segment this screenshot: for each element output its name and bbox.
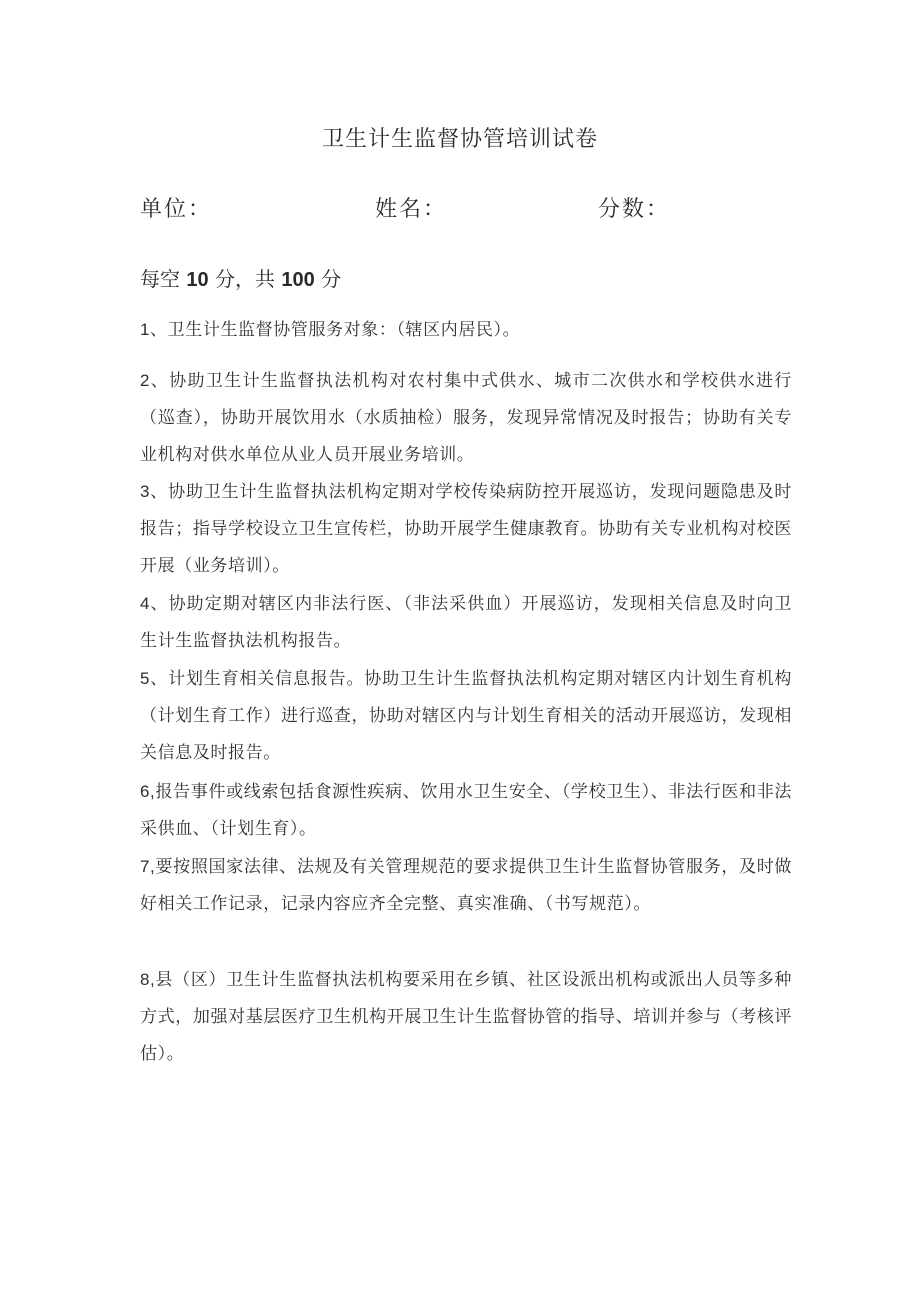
question-number: 4、 (140, 594, 169, 613)
question-number: 7, (140, 857, 156, 876)
scoring-total: 100 (281, 269, 315, 291)
name-label: 姓名： (375, 197, 448, 222)
question-8 (140, 961, 792, 1073)
question-number: 5、 (140, 669, 169, 688)
question-5 (140, 660, 792, 772)
question-text: 报告事件或线索包括食源性疾病、饮用水卫生安全、（学校卫生）、非法行医和非法采供血、（计划生育）。 (140, 782, 792, 839)
question-text: 计划生育相关信息报告。协助卫生计生监督执法机构定期对辖区内计划生育机构（计划生育工作）进行巡查，协助对辖区内与计划生育相关的活动开展巡访，发现相关信息及时报告。 (140, 669, 793, 763)
question-number: 8, (140, 970, 156, 989)
question-number: 6, (140, 782, 156, 801)
question-3 (140, 473, 792, 585)
question-text: 要按照国家法律、法规及有关管理规范的要求提供卫生计生监督协管服务，及时做好相关工作记录，记录内容应齐全完整、真实准确、（书写规范）。 (140, 857, 792, 914)
question-4 (140, 585, 792, 660)
question-text: 协助卫生计生监督执法机构定期对学校传染病防控开展巡访，发现问题隐患及时报告；指导学校设立卫生宣传栏，协助开展学生健康教育。协助有关专业机构对校医开展（业务培训）。 (140, 482, 793, 576)
question-text: 协助定期对辖区内非法行医、（非法采供血）开展巡访，发现相关信息及时向卫生计生监督执法机构报告。 (140, 594, 792, 651)
question-number: 3、 (140, 482, 169, 501)
question-2 (140, 362, 792, 474)
question-number: 2、 (140, 371, 170, 390)
scoring-middle: 分，共 (214, 267, 275, 291)
scoring-suffix: 分 (321, 267, 342, 291)
unit-label: 单位： (140, 197, 213, 222)
question-6 (140, 773, 792, 848)
question-1 (140, 311, 792, 349)
question-text: 县（区）卫生计生监督执法机构要采用在乡镇、社区设派出机构或派出人员等多种方式，加强对基层医疗卫生机构开展卫生计生监督协管的指导、培训并参与（考核评估）。 (140, 970, 792, 1064)
question-text: 协助卫生计生监督执法机构对农村集中式供水、城市二次供水和学校供水进行（巡查），协助开展饮用水（水质抽检）服务，发现异常情况及时报告；协助有关专业机构对供水单位从业人员开展业务培训。 (140, 371, 792, 465)
scoring-instructions (140, 263, 341, 292)
question-number: 1、 (140, 320, 168, 339)
scoring-prefix: 每空 (140, 267, 180, 291)
document-title: 卫生计生监督协管培训试卷 (321, 127, 598, 152)
scoring-per-blank: 10 (186, 269, 209, 291)
exam-info-row (0, 192, 920, 226)
score-label: 分数： (598, 197, 671, 222)
question-7 (140, 848, 792, 923)
question-text: 卫生计生监督协管服务对象：（辖区内居民）。 (167, 320, 521, 340)
